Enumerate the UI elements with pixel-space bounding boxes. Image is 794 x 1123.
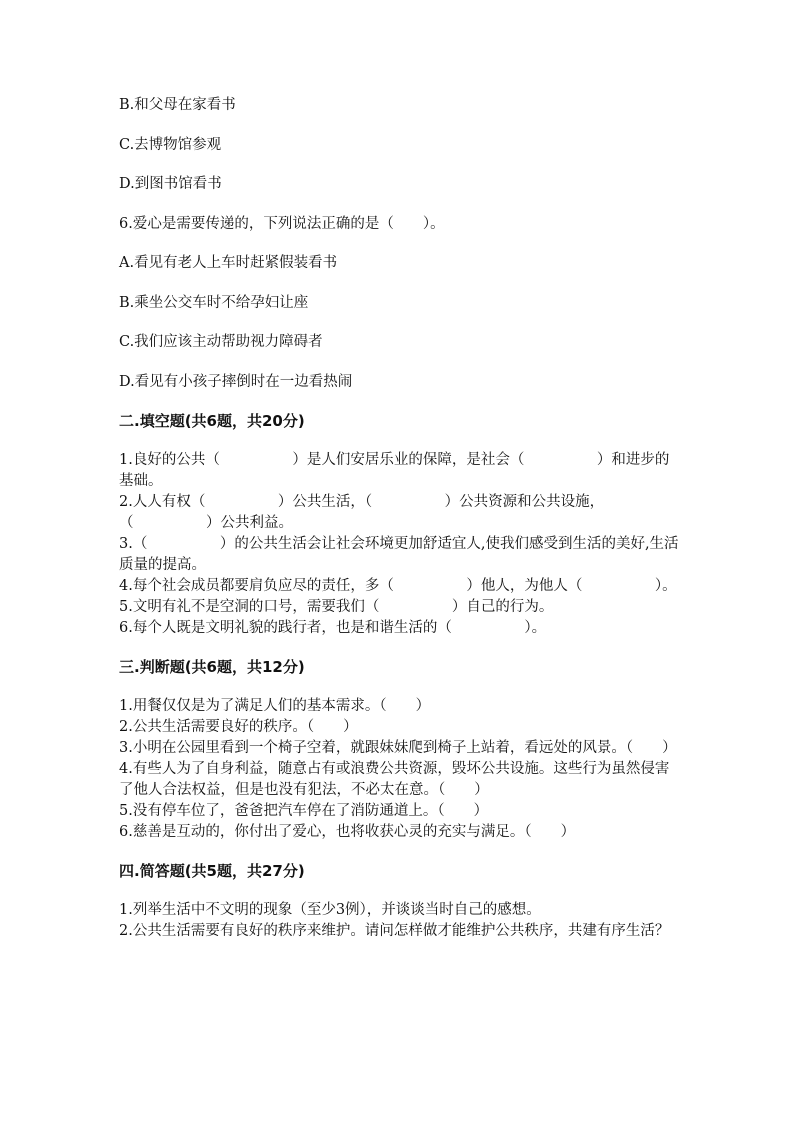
section-title-fill-blank: 二.填空题(共6题，共20分) xyxy=(119,412,305,430)
short-answer-item: 1.列举生活中不文明的现象（至少3例），并谈谈当时自己的感想。 xyxy=(119,902,541,918)
question-6: 6.爱心是需要传递的，下列说法正确的是（ ）。 xyxy=(119,215,445,232)
short-answer-list xyxy=(119,900,679,942)
fill-blank-item: 2.人人有权（ ）公共生活，（ ）公共资源和公共设施，（ ）公共利益。 xyxy=(119,494,605,531)
fill-blank-item: 1.良好的公共（ ）是人们安居乐业的保障，是社会（ ）和进步的基础。 xyxy=(119,452,670,489)
fill-blank-item: 6.每个人既是文明礼貌的践行者，也是和谐生活的（ ）。 xyxy=(119,620,547,636)
q6-option-a: A.看见有老人上车时赶紧假装看书 xyxy=(119,255,338,271)
fill-blank-item: 5.文明有礼不是空洞的口号，需要我们（ ）自己的行为。 xyxy=(119,599,554,615)
option-d: D.到图书馆看书 xyxy=(119,176,222,192)
section-title-judge: 三.判断题(共6题，共12分) xyxy=(119,658,305,676)
page-content xyxy=(119,94,679,959)
judge-item: 6.慈善是互动的，你付出了爱心，也将收获心灵的充实与满足。（ ） xyxy=(119,824,576,840)
option-c: C.去博物馆参观 xyxy=(119,136,222,153)
fill-blank-item: 3.（ ）的公共生活会让社会环境更加舒适宜人,使我们感受到生活的美好,生活质量的提高。 xyxy=(119,536,679,573)
short-answer-item: 2.公共生活需要有良好的秩序来维护。请问怎样做才能维护公共秩序，共建有序生活？ xyxy=(119,923,670,939)
judge-item: 4.有些人为了自身利益，随意占有或浪费公共资源，毁坏公共设施。这些行为虽然侵害了他人合法权益，但是也没有犯法，不必太在意。（ ） xyxy=(119,761,670,798)
section-title-short-answer: 四.简答题(共5题，共27分) xyxy=(119,862,305,880)
q6-option-b: B.乘坐公交车时不给孕妇让座 xyxy=(119,294,309,311)
judge-item: 1.用餐仅仅是为了满足人们的基本需求。（ ） xyxy=(119,698,431,714)
judge-list xyxy=(119,696,679,843)
q6-option-d: D.看见有小孩子摔倒时在一边看热闹 xyxy=(119,373,353,390)
option-b: B.和父母在家看书 xyxy=(119,97,236,113)
judge-item: 3.小明在公园里看到一个椅子空着，就跟妹妹爬到椅子上站着，看远处的风景。（ ） xyxy=(119,740,677,756)
fill-blank-list xyxy=(119,450,679,639)
judge-item: 2.公共生活需要良好的秩序。（ ） xyxy=(119,719,358,735)
fill-blank-item: 4.每个社会成员都要肩负应尽的责任，多（ ）他人，为他人（ ）。 xyxy=(119,578,677,594)
judge-item: 5.没有停车位了，爸爸把汽车停在了消防通道上。（ ） xyxy=(119,803,489,819)
q6-option-c: C.我们应该主动帮助视力障碍者 xyxy=(119,334,323,350)
